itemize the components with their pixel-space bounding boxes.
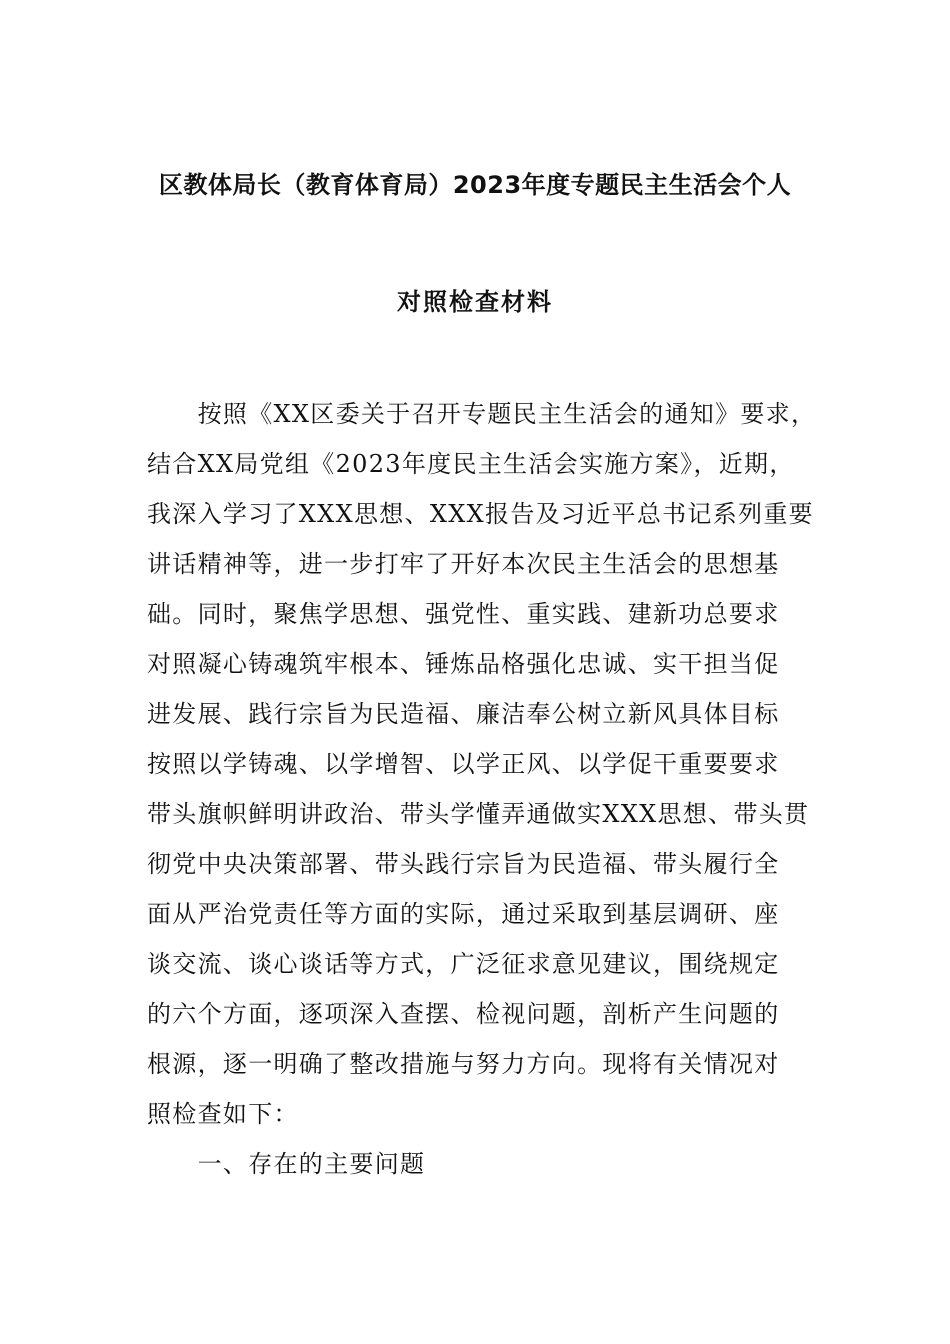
paragraph-line: 谈交流、谈心谈话等方式，广泛征求意见建议，围绕规定 bbox=[147, 950, 780, 978]
paragraph-line: 的六个方面，逐项深入查摆、检视问题，剖析产生问题的 bbox=[147, 1000, 780, 1028]
paragraph-line: 根源，逐一明确了整改措施与努力方向。现将有关情况对 bbox=[147, 1050, 780, 1078]
paragraph-line: 对照凝心铸魂筑牢根本、锤炼品格强化忠诚、实干担当促 bbox=[147, 650, 780, 678]
paragraph-line: 进发展、践行宗旨为民造福、廉洁奉公树立新风具体目标 bbox=[147, 700, 780, 728]
paragraph-line: 带头旗帜鲜明讲政治、带头学懂弄通做实XXX思想、带头贯 bbox=[147, 800, 810, 828]
paragraph-line: 础。同时，聚焦学思想、强党性、重实践、建新功总要求 bbox=[147, 600, 780, 628]
paragraph-line: 讲话精神等，进一步打牢了开好本次民主生活会的思想基 bbox=[147, 550, 780, 578]
section-heading: 一、存在的主要问题 bbox=[147, 1150, 426, 1178]
paragraph-line: 彻党中央决策部署、带头践行宗旨为民造福、带头履行全 bbox=[147, 850, 780, 878]
document-title-line-1: 区教体局长（教育体育局）2023年度专题民主生活会个人 bbox=[158, 171, 792, 199]
paragraph-line: 按照以学铸魂、以学增智、以学正风、以学促干重要要求 bbox=[147, 750, 780, 778]
paragraph-line: 按照《XX区委关于召开专题民主生活会的通知》要求， bbox=[147, 400, 817, 428]
document-title-line-2: 对照检查材料 bbox=[397, 288, 553, 316]
paragraph-line: 照检查如下： bbox=[147, 1100, 299, 1128]
paragraph-line: 面从严治党责任等方面的实际，通过采取到基层调研、座 bbox=[147, 900, 780, 928]
paragraph-line: 我深入学习了XXX思想、XXX报告及习近平总书记系列重要 bbox=[147, 500, 814, 528]
paragraph-line: 结合XX局党组《2023年度民主生活会实施方案》，近期， bbox=[147, 450, 795, 478]
